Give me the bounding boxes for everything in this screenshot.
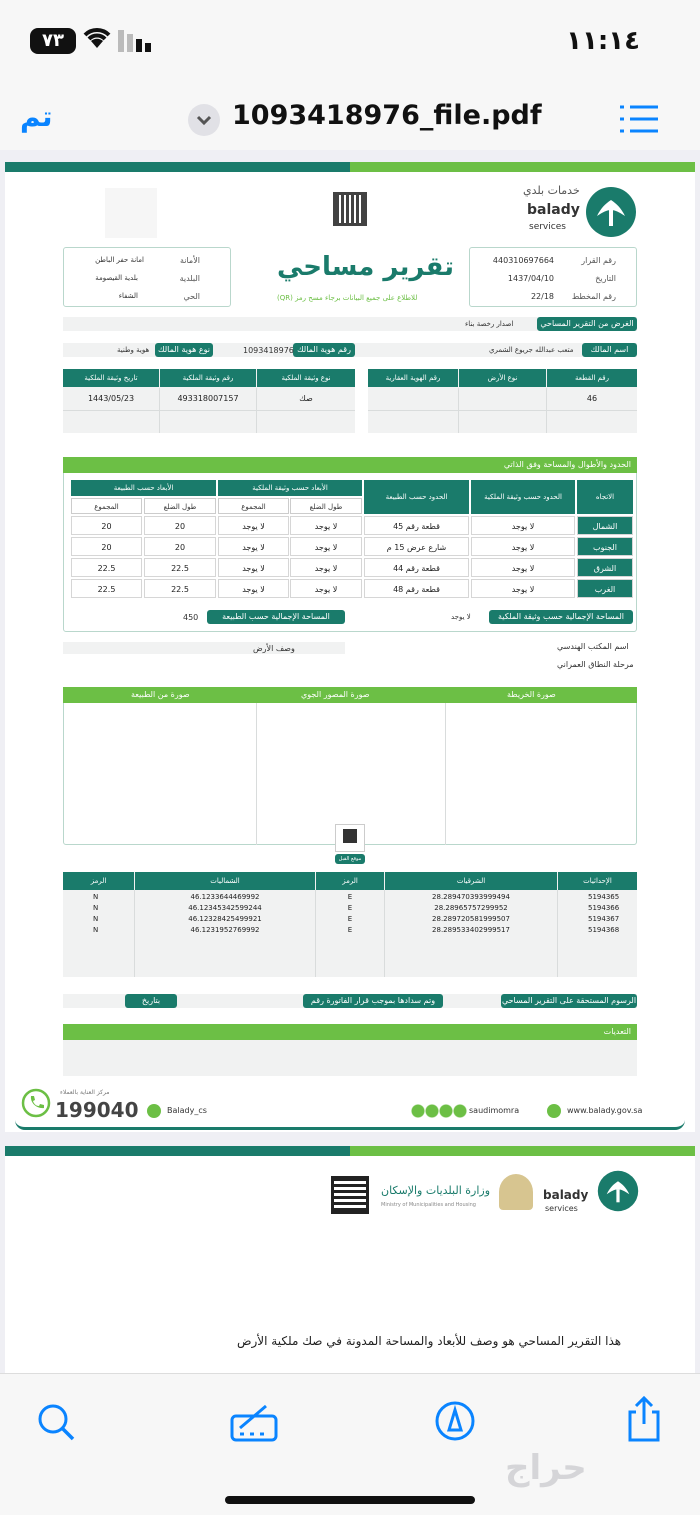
bounds-cell-ns: 22.5: [144, 558, 216, 577]
qr-caption: موقع القبل: [335, 854, 365, 864]
page-top-stripe: [5, 162, 695, 172]
bounds-cell-nt: 22.5: [71, 579, 142, 598]
coord-cell-id: 5194367: [588, 915, 620, 923]
bounds-cell-ds: لا يوجد: [290, 558, 362, 577]
coord-cell-e: 28.28965757299952: [434, 904, 508, 912]
bounds-cell-dt: لا يوجد: [218, 558, 289, 577]
coord-cell-n: 46.1231952769992: [190, 926, 260, 934]
coord-cell-ec: E: [347, 915, 353, 923]
balady-logo-icon: [585, 186, 637, 238]
coord-cell-ec: E: [347, 893, 353, 901]
bounds-cell-ds: لا يوجد: [290, 516, 362, 535]
bounds-cell-dir: الجنوب: [577, 537, 633, 556]
coord-header-id: الإحداثيات: [558, 872, 637, 890]
coord-cell-n: 46.12328425499921: [188, 915, 262, 923]
purpose-value: اصدار رخصة بناء: [465, 320, 514, 328]
coord-cell-id: 5194365: [588, 893, 620, 901]
bounds-cell-nature: شارع عرض 15 م: [364, 537, 469, 556]
website: www.balady.gov.sa: [567, 1106, 643, 1115]
brand-sub: services: [529, 222, 566, 232]
bounds-header-deed-dims: الأبعاد حسب وثيقة الملكية: [218, 480, 362, 496]
bottom-toolbar: [0, 1373, 700, 1515]
bounds-cell-ns: 20: [144, 537, 216, 556]
pen-circle-icon[interactable]: [434, 1400, 476, 1442]
page-top-stripe: [5, 1146, 695, 1156]
clock: ١١:١٤: [566, 26, 640, 56]
bounds-cell-nt: 20: [71, 516, 142, 535]
notes-label: التعديات: [63, 1024, 637, 1040]
twitter-handle: Balady_cs: [167, 1106, 207, 1115]
location-qr-icon: [335, 824, 365, 852]
redacted-block: [105, 188, 157, 238]
twitter-icon: [147, 1104, 161, 1118]
ministry-emblem-icon: [499, 1174, 533, 1210]
home-indicator: [225, 1496, 475, 1504]
list-icon[interactable]: [618, 102, 660, 136]
area-deed-label: المساحة الإجمالية حسب وثيقة الملكية: [489, 610, 633, 624]
support-phone: 199040: [55, 1098, 139, 1122]
bounds-cell-ns: 22.5: [144, 579, 216, 598]
aerial-image-label: صورة المصور الجوي: [301, 690, 370, 699]
area-nature-value: 450: [183, 613, 199, 622]
watermark-logo: حراج: [505, 1448, 587, 1488]
decision-info-box: رقم القرار 440310697664 التاريخ 1437/04/10 رقم المخطط 22/18: [469, 247, 637, 307]
coord-header-north-code: الرمز: [63, 872, 134, 890]
coord-cell-id: 5194366: [588, 904, 620, 912]
purpose-label: الغرض من التقرير المساحي: [537, 317, 637, 331]
share-icon[interactable]: [626, 1396, 662, 1442]
battery-icon: ٧٣: [30, 28, 76, 54]
search-icon[interactable]: [36, 1402, 76, 1442]
coord-cell-ec: E: [347, 926, 353, 934]
social-icons: [411, 1104, 467, 1118]
paid-label: وتم سدادها بموجب قرار الفاتورة رقم: [303, 994, 443, 1008]
bounds-header-deed: الحدود حسب وثيقة الملكية: [471, 480, 575, 514]
images-section: [63, 687, 637, 845]
deed-header-date: تاريخ وثيقة الملكية: [63, 369, 159, 387]
bounds-cell-ds: لا يوجد: [290, 537, 362, 556]
pdf-page-2: balady services وزارة البلديات والإسكان Ministry of Municipalities and Housing هذا التقرير المساحي هو وصف للأبعاد والمساحة المدونة في صك ملكية الأرض: [5, 1146, 695, 1373]
ministry-name: وزارة البلديات والإسكان: [381, 1184, 491, 1197]
coord-cell-nc: N: [93, 915, 99, 923]
deed-type-value: صك: [299, 394, 313, 403]
bounds-cell-deed: لا يوجد: [471, 558, 575, 577]
payment-date-label: بتاريخ: [125, 994, 177, 1008]
phone-icon: [21, 1088, 51, 1118]
municipality-info-box: الأمانة امانة حفر الباطن البلدية بلدية القيصومة الحي الشفاء: [63, 247, 231, 307]
owner-id-label: رقم هوية المالك: [293, 343, 355, 357]
parcel-header-realestate-id: رقم الهوية العقارية: [368, 369, 458, 387]
qr-code-icon: [333, 192, 367, 226]
balady-logo-icon: [597, 1170, 639, 1212]
bounds-cell-nt: 22.5: [71, 558, 142, 577]
nature-image-label: صورة من الطبيعة: [131, 690, 190, 699]
bounds-cell-dt: لا يوجد: [218, 579, 289, 598]
status-bar: [0, 0, 700, 90]
parcel-header-type: نوع الأرض: [459, 369, 546, 387]
deed-number-value: 493318007157: [177, 394, 239, 403]
coord-header-north: الشماليات: [135, 872, 315, 890]
bounds-cell-nature: قطعة رقم 48: [364, 579, 469, 598]
bounds-cell-ns: 20: [144, 516, 216, 535]
bounds-header-direction: الاتجاه: [577, 480, 633, 514]
bounds-cell-deed: لا يوجد: [471, 579, 575, 598]
document-title: 1093418976_file.pdf: [232, 100, 542, 131]
bounds-cell-dir: الشرق: [577, 558, 633, 577]
page2-note: هذا التقرير المساحي هو وصف للأبعاد والمساحة المدونة في صك ملكية الأرض: [237, 1334, 622, 1348]
deed-header-type: نوع وثيقة الملكية: [257, 369, 355, 387]
parcel-header-number: رقم القطعة: [547, 369, 637, 387]
bounds-cell-deed: لا يوجد: [471, 537, 575, 556]
coord-cell-e: 28.289720581999507: [432, 915, 510, 923]
done-button[interactable]: تم: [20, 100, 53, 133]
urban-stage-label: مرحلة النطاق العمراني: [557, 660, 634, 669]
report-subtitle: للاطلاع على جميع البيانات برجاء مسح رمز (QR): [277, 294, 418, 302]
coord-cell-nc: N: [93, 893, 99, 901]
bounds-title: الحدود والأطوال والمساحة وفق الذاتي: [63, 457, 637, 473]
map-image-label: صورة الخريطة: [507, 690, 556, 699]
ministry-name-en: Ministry of Municipalities and Housing: [381, 1202, 476, 1208]
brand-arabic: خدمات بلدي: [523, 184, 580, 197]
bounds-cell-dt: لا يوجد: [218, 516, 289, 535]
engineer-label: اسم المكتب الهندسي: [557, 642, 629, 651]
bounds-header-nature: الحدود حسب الطبيعة: [364, 480, 469, 514]
coord-header-east-code: الرمز: [316, 872, 384, 890]
deed-date-value: 1443/05/23: [87, 394, 135, 403]
bounds-cell-nature: قطعة رقم 44: [364, 558, 469, 577]
coord-cell-n: 46.1233644469992: [190, 893, 260, 901]
fees-label: الرسوم المستحقة على التقرير المساحي: [501, 994, 637, 1008]
area-deed-value: لا يوجد: [451, 613, 471, 621]
chevron-down-icon[interactable]: [188, 104, 220, 136]
bounds-cell-dt: لا يوجد: [218, 537, 289, 556]
wifi-icon: [82, 24, 112, 50]
bounds-cell-dir: الغرب: [577, 579, 633, 598]
owner-value: متعب عبدالله جريوع الشمري: [489, 346, 574, 354]
qr-code-icon: [331, 1176, 369, 1214]
signal-icon: [118, 30, 152, 52]
coord-cell-n: 46.12345342599244: [188, 904, 262, 912]
coord-cell-nc: N: [93, 926, 99, 934]
land-desc-label: وصف الأرض: [253, 644, 295, 653]
bounds-cell-nature: قطعة رقم 45: [364, 516, 469, 535]
owner-id-type-value: هوية وطنية: [117, 346, 150, 354]
owner-id-type-label: نوع هوية المالك: [155, 343, 213, 357]
coord-cell-ec: E: [347, 904, 353, 912]
bounds-header-nature-dims: الأبعاد حسب الطبيعة: [71, 480, 216, 496]
report-title: تقرير مساحي: [277, 252, 454, 282]
coord-cell-nc: N: [93, 904, 99, 912]
markup-icon[interactable]: [230, 1404, 278, 1442]
coord-cell-id: 5194368: [588, 926, 620, 934]
pdf-page-1: خدمات بلدي balady services تقرير مساحي للاطلاع على جميع البيانات برجاء مسح رمز (QR) الأمانة امانة حفر الباطن البلدية بلدية القيصومة الحي الشفاء رقم القرار 440310697664 التاريخ 1437/04/10 رقم المخطط 22/18 الغرض من التقرير المساحي اصدار رخصة بناء اسم المالك متعب عبدالله جريوع الشمري رقم هوية المالك 1093418976 نوع هوية المالك هوية وطنية نوع وثيقة الملكية رقم وثيقة الملكية تاريخ وثيقة الملكية صك 493318007157 1443/05/23 رقم القطعة نوع الأرض رقم الهوية العقارية 46 الحدود والأطوال والمساحة وفق الذاتي الاتجاه الحدود حسب وثيقة الملكية الحدود حسب الطبيعة الأبعاد حسب وثيقة الملكية الأبعاد حسب الطبيعة طول الضلع المجموع طول الضلع المجموع المساحة الإجمالية حسب وثيقة الملكية لا يوجد المساحة الإجمالية حسب الطبيعة 450 اسم المكتب الهندسي وصف الأرض مرحلة النطاق العمراني صورة الخريطة صورة المصور الجوي صورة من الطبيعة موقع القبل الإحداثيات الشرقيات الرمز الشماليات الرمز الرسوم المستحقة على التقرير المساحي وتم سدادها بموجب قرار الفاتورة رقم بتاريخ التعديات مركز العناية بالعملاء 199040 Balady_cs saudimomra www.balady.gov.sa الشمال لا يوجد قطعة رقم 45 لا يوجد لا يوجد 20 20 الجنوب لا يوجد شارع عرض 15 م لا يوجد لا يوجد 20 20 الشرق لا يوجد قطعة رقم 44 لا يوجد لا يوجد 22.5 22.5 الغرب لا يوجد قطعة رقم 48 لا يوجد لا يوجد 22.5 22.5 5194365 28.289470393999494 E 46.1233644469992 N 5194366 28.28965757299952 E 46.12345342599244 N 5194367 28.289720581999507 E 46.12328425499921 N 5194368 28.289533402999517 E 46.1231952769992 N: [5, 162, 695, 1132]
coord-cell-e: 28.289470393999494: [432, 893, 510, 901]
brand-english: balady: [527, 202, 580, 218]
support-caption: مركز العناية بالعملاء: [60, 1089, 110, 1096]
owner-id-value: 1093418976: [243, 346, 294, 355]
area-nature-label: المساحة الإجمالية حسب الطبيعة: [207, 610, 345, 624]
deed-header-number: رقم وثيقة الملكية: [160, 369, 256, 387]
bounds-cell-dir: الشمال: [577, 516, 633, 535]
coord-cell-e: 28.289533402999517: [432, 926, 510, 934]
navigation-bar: [0, 90, 700, 150]
bounds-cell-deed: لا يوجد: [471, 516, 575, 535]
bounds-cell-ds: لا يوجد: [290, 579, 362, 598]
parcel-number-value: 46: [586, 394, 598, 403]
owner-label: اسم المالك: [582, 343, 637, 357]
bounds-cell-nt: 20: [71, 537, 142, 556]
globe-icon: [547, 1104, 561, 1118]
social-handle: saudimomra: [469, 1106, 520, 1115]
coord-header-east: الشرقيات: [385, 872, 557, 890]
